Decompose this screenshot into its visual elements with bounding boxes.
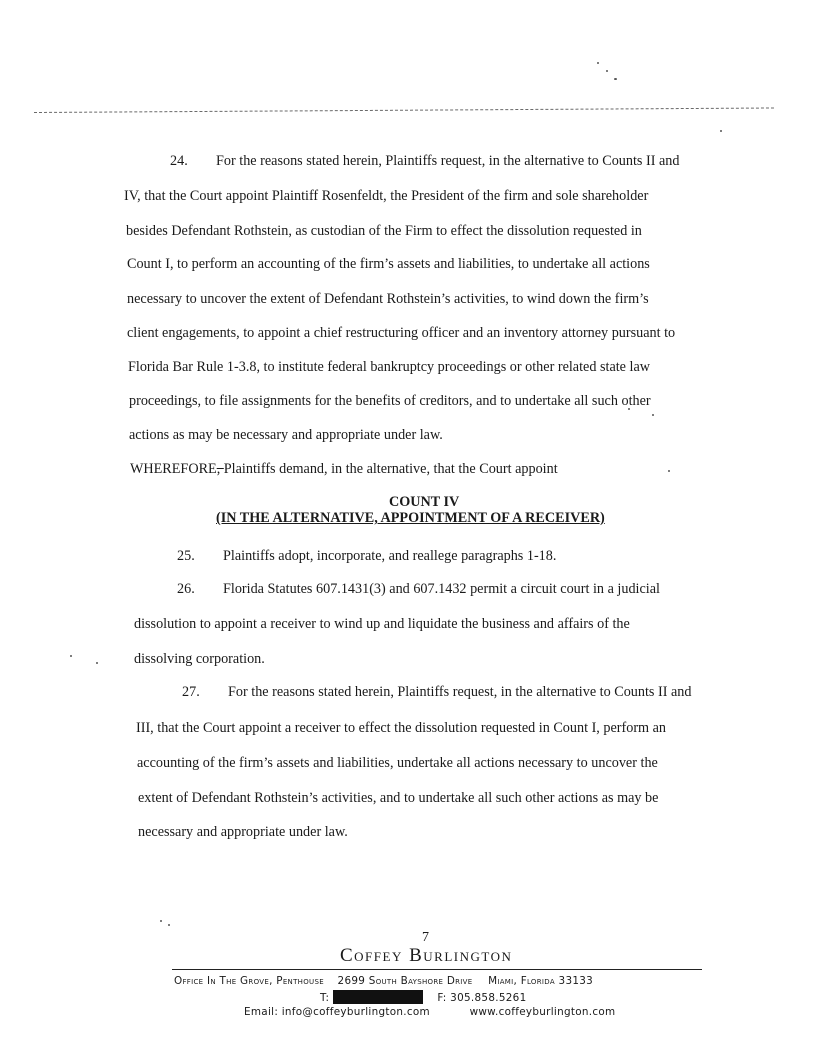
scan-speck (668, 470, 670, 472)
page-number: 7 (422, 930, 429, 945)
office-line (174, 975, 593, 987)
email-address: Email: info@coffeyburlington.com (244, 1006, 430, 1018)
firm-name: Coffey Burlington (340, 945, 513, 966)
scan-top-rule (34, 107, 774, 113)
paragraph-text: Florida Statutes 607.1431(3) and 607.1432 permit a circuit court in a judicial (223, 581, 660, 597)
scan-speck (652, 414, 654, 416)
paragraph-25 (177, 547, 556, 565)
fax-number: F: 305.858.5261 (437, 992, 527, 1004)
wherefore-text: Plaintiffs demand, in the alternative, that the Court appoint (223, 461, 558, 477)
paragraph-24-line-3: besides Defendant Rothstein, as custodian of the Firm to effect the dissolution requested in (126, 223, 642, 239)
paragraph-number: 26. (177, 581, 195, 597)
paragraph-26-line-1 (177, 580, 660, 598)
paragraph-26-line-2: dissolution to appoint a receiver to wind up and liquidate the business and affairs of the (134, 616, 630, 632)
paragraph-24-line-8: proceedings, to file assignments for the benefits of creditors, and to undertake all such other (129, 393, 651, 409)
scan-speck (597, 62, 599, 64)
contact-line (320, 990, 527, 1004)
paragraph-26-line-3: dissolving corporation. (134, 651, 265, 667)
paragraph-27-line-3: accounting of the firm’s assets and liabilities, undertake all actions necessary to uncover the (137, 755, 658, 771)
scan-speck (70, 655, 72, 657)
paragraph-24-line-1 (170, 152, 679, 170)
scan-speck (168, 924, 170, 926)
paragraph-24-line-4: Count I, to perform an accounting of the firm’s assets and liabilities, to undertake all actions (127, 256, 650, 272)
paragraph-24-line-2: IV, that the Court appoint Plaintiff Rosenfeldt, the President of the firm and sole shareholder (124, 188, 649, 204)
paragraph-text: For the reasons stated herein, Plaintiffs request, in the alternative to Counts II and (228, 684, 692, 700)
email-web-line (244, 1006, 615, 1018)
city-state-zip: Miami, Florida 33133 (488, 975, 594, 987)
scan-speck (614, 78, 617, 80)
wherefore-prefix: WHEREFORE (130, 461, 217, 477)
paragraph-27-line-4: extent of Defendant Rothstein’s activities, and to undertake all such other actions as may be (138, 790, 659, 806)
scan-speck (606, 70, 608, 72)
count-subtitle: (IN THE ALTERNATIVE, APPOINTMENT OF A RECEIVER) (216, 510, 605, 526)
paragraph-24-line-7: Florida Bar Rule 1-3.8, to institute federal bankruptcy proceedings or other related state law (128, 359, 651, 375)
paragraph-number: 25. (177, 548, 195, 564)
struck-text: , (216, 461, 224, 477)
paragraph-24-line-9: actions as may be necessary and appropriate under law. (129, 427, 443, 443)
redaction-bar (333, 990, 423, 1004)
office-name: Office In The Grove, Penthouse (174, 975, 324, 987)
footer-rule (172, 969, 702, 970)
count-title: COUNT IV (389, 494, 460, 510)
paragraph-27-line-5: necessary and appropriate under law. (138, 824, 348, 840)
paragraph-number: 24. (170, 153, 188, 169)
paragraph-text: For the reasons stated herein, Plaintiffs request, in the alternative to Counts II and (216, 153, 680, 169)
scan-speck (720, 130, 722, 132)
paragraph-27-line-2: III, that the Court appoint a receiver to effect the dissolution requested in Count I, perform an (136, 720, 667, 736)
phone-label: T: (320, 992, 330, 1004)
wherefore-clause (130, 460, 558, 478)
paragraph-text: Plaintiffs adopt, incorporate, and reallege paragraphs 1-18. (223, 548, 557, 564)
paragraph-number: 27. (182, 684, 200, 700)
scan-speck (96, 662, 98, 664)
street-address: 2699 South Bayshore Drive (337, 975, 473, 987)
scan-speck (160, 920, 162, 922)
paragraph-27-line-1 (182, 683, 691, 701)
paragraph-24-line-5: necessary to uncover the extent of Defendant Rothstein’s activities, to wind down the firm’s (127, 291, 649, 307)
paragraph-24-line-6: client engagements, to appoint a chief restructuring officer and an inventory attorney pursuant to (127, 325, 676, 341)
website: www.coffeyburlington.com (469, 1006, 616, 1018)
